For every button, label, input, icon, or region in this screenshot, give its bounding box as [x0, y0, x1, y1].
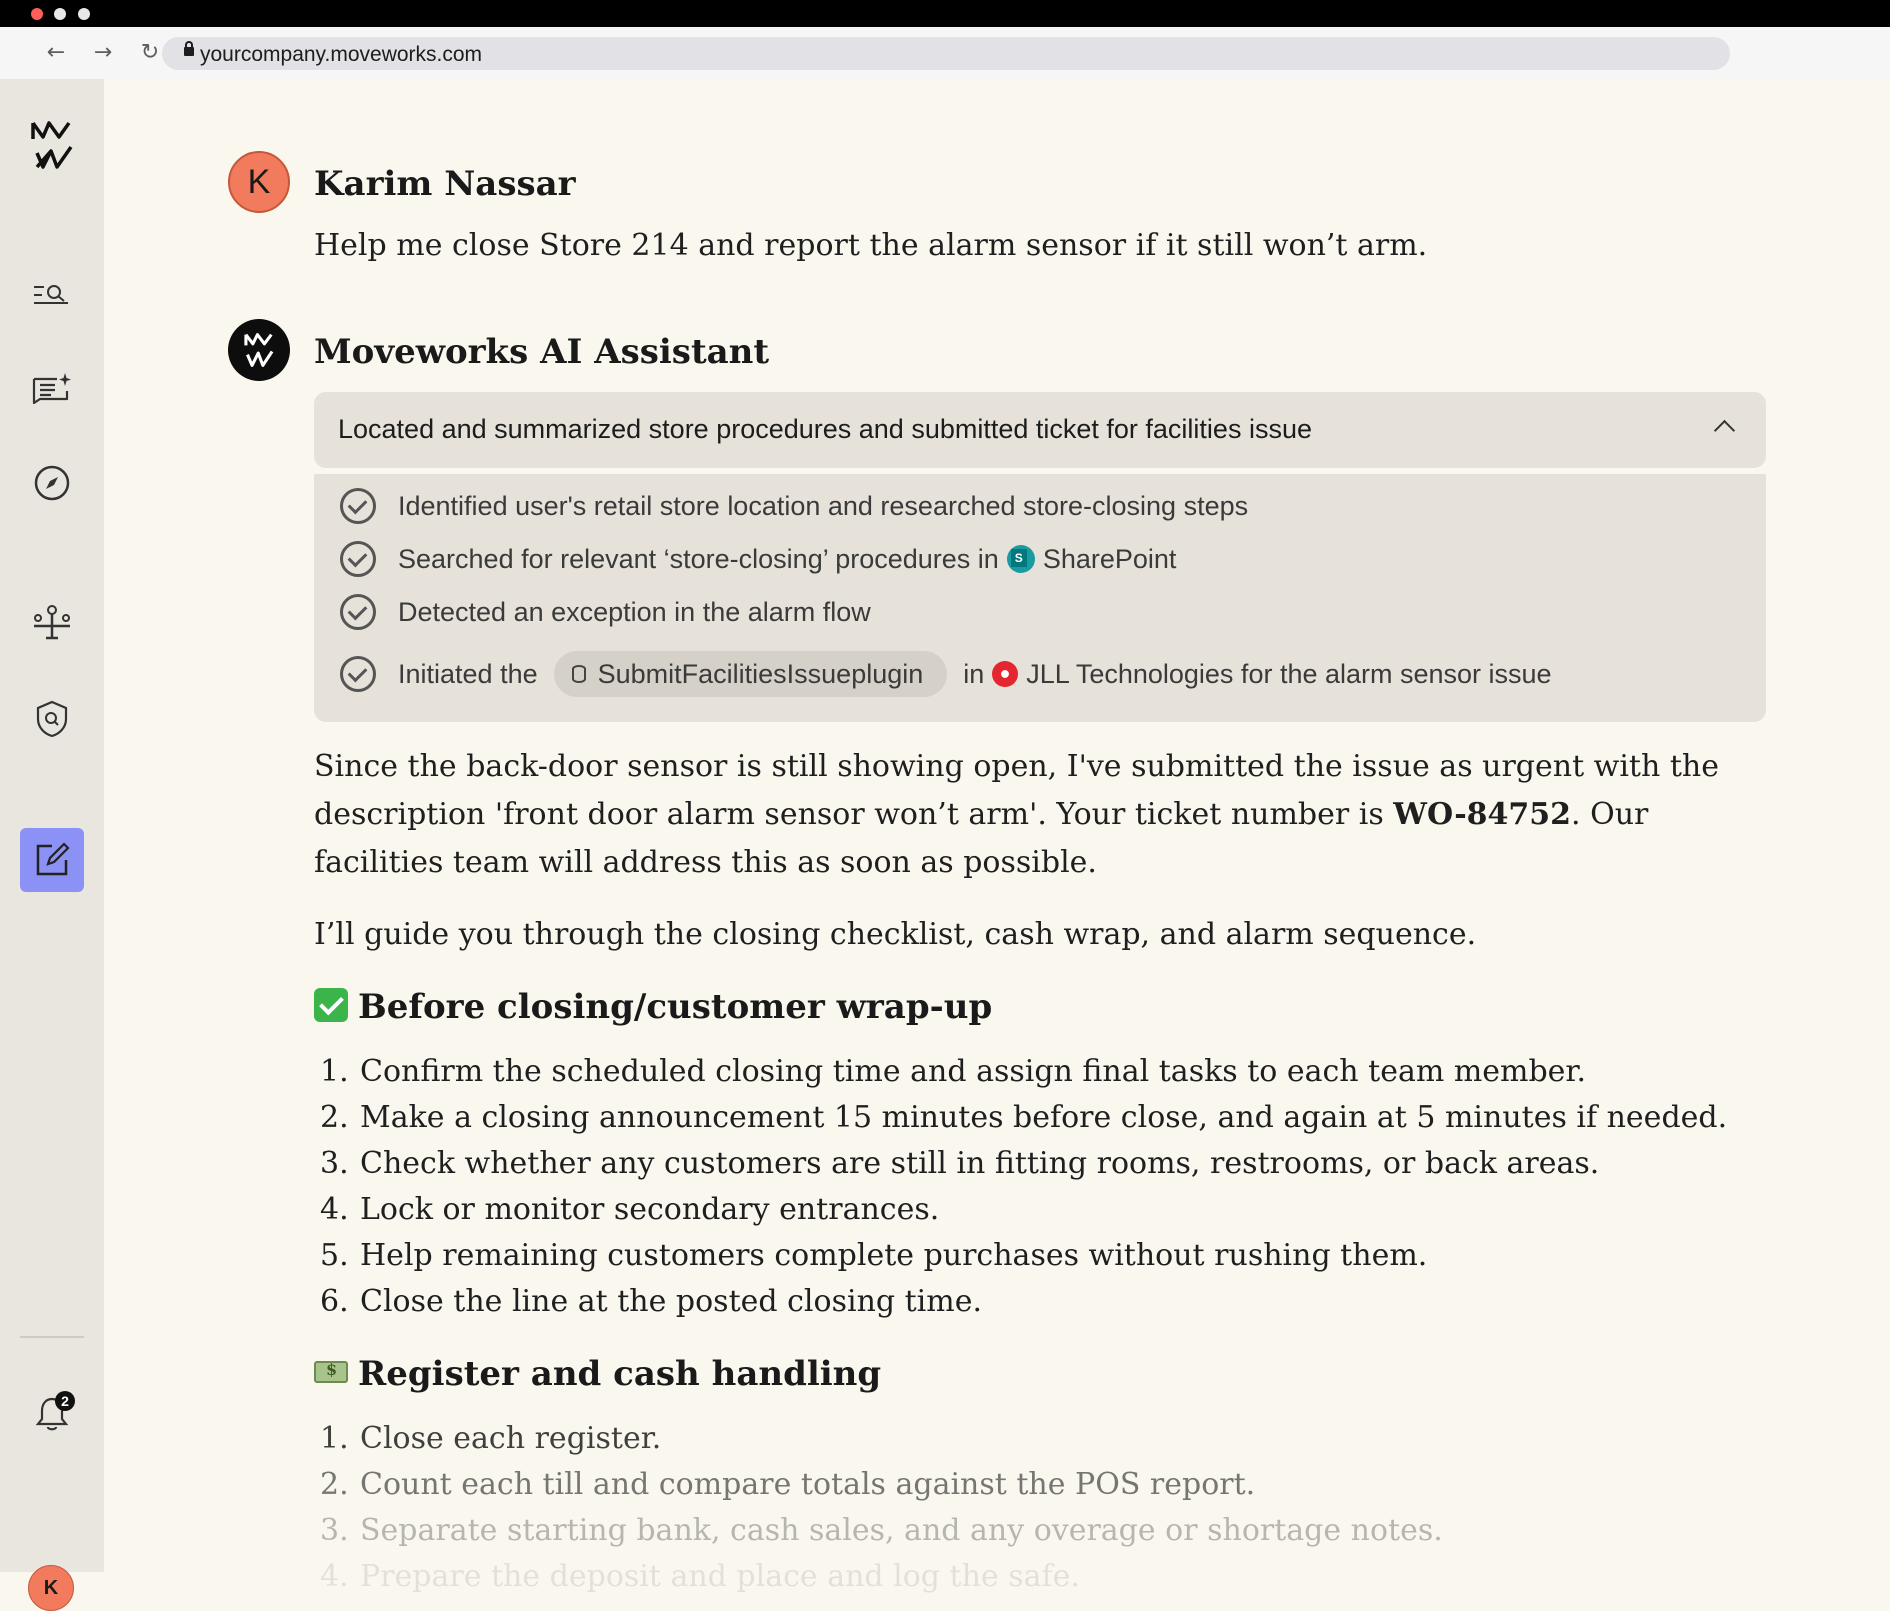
ticket-number[interactable]: WO-84752 [1393, 797, 1572, 832]
assistant-logo-avatar [228, 319, 290, 381]
security-shield-icon[interactable] [26, 693, 78, 745]
check-circle-icon [340, 656, 376, 692]
user-name: Karim Nassar [314, 164, 576, 204]
check-circle-icon [340, 488, 376, 524]
user-avatar: K [228, 151, 290, 213]
assistant-name: Moveworks AI Assistant [314, 332, 770, 372]
list-item: 3. Separate starting bank, cash sales, and any overage or shortage notes. [320, 1513, 1443, 1548]
summary-accordion-header[interactable] [314, 392, 1766, 468]
assistant-intro: I’ll guide you through the closing checklist, cash wrap, and alarm sequence. [314, 917, 1477, 952]
summary-steps [314, 474, 1766, 722]
new-chat-sparkle-icon[interactable] [26, 365, 78, 417]
close-window-button[interactable] [31, 8, 43, 20]
browser-toolbar [0, 27, 1890, 79]
url-text[interactable]: yourcompany.moveworks.com [200, 43, 483, 66]
step-text-in: in [963, 658, 985, 689]
money-emoji-icon [314, 1361, 348, 1383]
jll-logo-icon [992, 661, 1018, 687]
step-item [340, 541, 1176, 577]
step-item [340, 651, 1552, 697]
step-item [340, 488, 1248, 524]
list-item: 1. Confirm the scheduled closing time and assign final tasks to each team member. [320, 1054, 1587, 1089]
step-text: Identified user's retail store location and researched store-closing steps [398, 490, 1249, 521]
address-bar[interactable] [162, 37, 1730, 70]
summary-title: Located and summarized store procedures and submitted ticket for facilities issue [338, 414, 1312, 444]
user-message: Help me close Store 214 and report the alarm sensor if it still won’t arm. [314, 228, 1428, 263]
moveworks-logo-icon[interactable] [26, 119, 78, 171]
plugin-chip[interactable] [554, 651, 948, 697]
section-heading: Before closing/customer wrap-up [314, 987, 992, 1027]
cash-handling-checklist [320, 1416, 1443, 1600]
forward-arrow-icon[interactable]: → [93, 40, 113, 65]
step-text: Initiated the [398, 658, 538, 689]
plugin-name: SubmitFacilitiesIssueplugin [597, 658, 924, 689]
lock-icon [184, 47, 194, 56]
user-profile-avatar[interactable]: K [28, 1565, 74, 1611]
list-item: 4. Lock or monitor secondary entrances. [320, 1192, 940, 1227]
source-sharepoint[interactable]: SharePoint [1042, 543, 1177, 574]
list-item: 2. Make a closing announcement 15 minutes before close, and again at 5 minutes if needed. [320, 1100, 1728, 1135]
chevron-up-icon[interactable] [1714, 420, 1735, 441]
list-item: 1. Close each register. [320, 1421, 662, 1456]
list-item: 2. Count each till and compare totals against the POS report. [320, 1467, 1256, 1502]
list-item: 4. Prepare the deposit and place and log the safe. [320, 1559, 1080, 1594]
search-history-icon[interactable] [26, 270, 78, 322]
database-icon [572, 665, 586, 683]
step-text: Detected an exception in the alarm flow [398, 596, 871, 627]
reload-icon[interactable]: ↻ [140, 40, 160, 65]
source-jll: JLL Technologies for the alarm sensor issue [1026, 658, 1552, 689]
step-item [340, 594, 871, 630]
window-titlebar [0, 0, 1890, 27]
sidebar-divider [20, 1336, 84, 1338]
compass-icon[interactable] [26, 457, 78, 509]
minimize-window-button[interactable] [54, 8, 66, 20]
maximize-window-button[interactable] [78, 8, 90, 20]
skills-nodes-icon[interactable] [26, 596, 78, 648]
green-check-emoji-icon [314, 988, 348, 1022]
step-text: Searched for relevant ‘store-closing’ procedures in [398, 543, 999, 574]
closing-checklist [320, 1049, 1727, 1325]
compose-edit-icon[interactable] [20, 828, 84, 892]
check-circle-icon [340, 594, 376, 630]
sharepoint-icon [1007, 545, 1035, 573]
back-arrow-icon[interactable]: ← [46, 40, 66, 65]
sidebar [0, 79, 104, 1599]
list-item: 5. Help remaining customers complete purchases without rushing them. [320, 1238, 1428, 1273]
notification-count-badge: 2 [55, 1391, 75, 1411]
list-item: 3. Check whether any customers are still in fitting rooms, restrooms, or back areas. [320, 1146, 1600, 1181]
check-circle-icon [340, 541, 376, 577]
list-item: 6. Close the line at the posted closing time. [320, 1284, 983, 1319]
section-heading: $Register and cash handling [314, 1354, 881, 1394]
assistant-reply: Since the back-door sensor is still showing open, I've submitted the issue as urgent with the description 'front door alarm sensor won’t arm'. Your ticket number is WO-84752. Our facilities team will address this as soon as possible. [314, 749, 1719, 880]
